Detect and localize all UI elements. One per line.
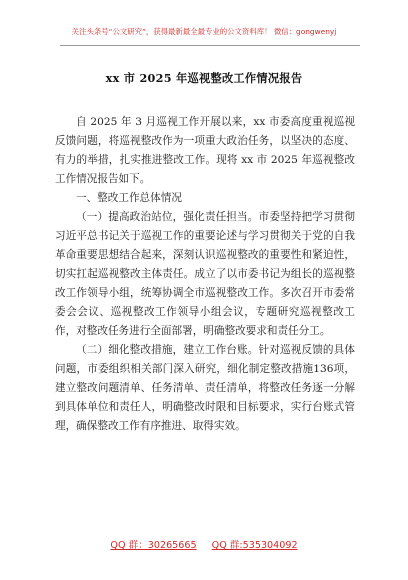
promo-banner: 关注头条号“公文研究”，获得最新最全最专业的公文资料库！ 微信：gongwenyj (71, 27, 337, 36)
intro-paragraph: 自 2025 年 3 月巡视工作开展以来，xx 市委高度重视巡视反馈问题，将巡视整改作为一项重大政治任务，以坚决的态度、有力的举措，扎实推进整改工作。现将 xx 市 2025 年巡视整改工作情况报告如下。 (55, 116, 355, 185)
body-paragraph: （一）提高政治站位，强化责任担当。市委坚持把学习贯彻习近平总书记关于巡视工作的重要论述与学习贯彻关于党的自我革命重要思想结合起来，深刻认识巡视整改的重要性和紧迫性，切实扛起巡视整改主体责任。成立了以市委书记为组长的巡视整改工作领导小组，统筹协调全市巡视整改工作。多次召开市委常委会会议、巡视整改工作领导小组会议，专题研究巡视整改工作，对整改任务进行全面部署，明确整改要求和责任分工。 (55, 211, 355, 337)
footer-contact (0, 537, 408, 551)
header-divider (60, 45, 360, 46)
document-title: xx 市 2025 年巡视整改工作情况报告 (105, 71, 303, 85)
section-heading: 一、整改工作总体情况 (76, 192, 182, 204)
qq-group-link[interactable]: QQ 群：30265665 (110, 540, 197, 551)
qq-group-link[interactable]: QQ 群:535304092 (211, 540, 298, 551)
body-paragraph: （二）细化整改措施，建立工作台账。针对巡视反馈的具体问题，市委组织相关部门深入研究，细化制定整改措施136项，建立整改问题清单、任务清单、责任清单，将整改任务逐一分解到具体单位和责任人，明确整改时限和目标要求，实行台账式管理，确保整改工作有序推进、取得实效。 (55, 344, 355, 432)
document-body (55, 113, 355, 436)
